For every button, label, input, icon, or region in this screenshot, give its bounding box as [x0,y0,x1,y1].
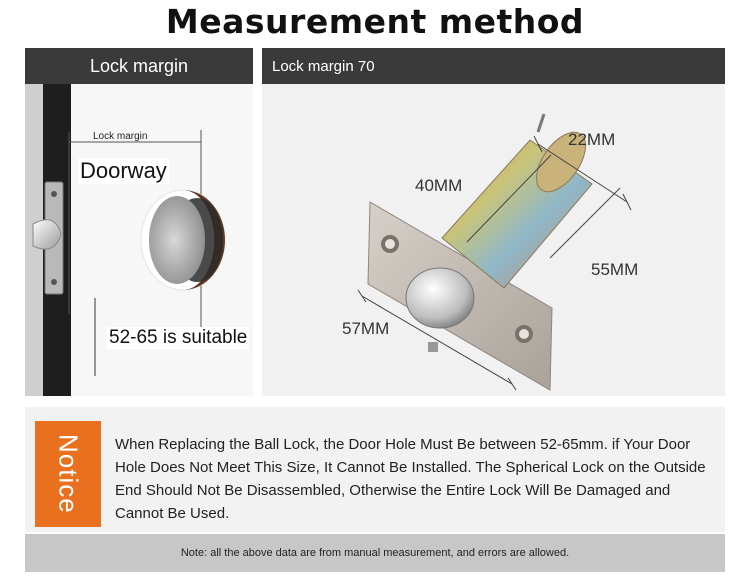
lock-product-panel [262,48,725,396]
notice-tab [35,421,101,527]
dim-55mm-label: 55MM [591,260,639,279]
notice-label: Notice [53,434,84,514]
dim-22mm-label: 22MM [568,130,616,149]
lock-margin-70-header: Lock margin 70 [262,48,725,84]
page-title: Measurement method [165,2,585,41]
lock-margin-header: Lock margin [25,48,253,84]
lock-ball [406,268,474,328]
footer-note: Note: all the above data are from manual measurement, and errors are allowed. [25,534,725,572]
notice-text: When Replacing the Ball Lock, the Door Hole Must Be between 52-65mm. if Your Door Hole Does Not Meet This Size, It Cannot Be Installed. The Spherical Lock on the Outside End Should Not Be Disassembled, Otherwise the Entire Lock Will Be Damaged and Cannot Be Used. [115,436,706,522]
notice-box [25,407,725,532]
suitable-label: 52-65 is suitable [109,327,248,348]
doorway-label: Doorway [80,158,167,183]
lock-margin-panel [25,48,253,396]
dim-57mm-label: 57MM [342,319,390,338]
lock-margin-label: Lock margin [93,131,148,142]
ball-lock-image [262,84,725,396]
dim-40mm-label: 40MM [415,176,463,195]
